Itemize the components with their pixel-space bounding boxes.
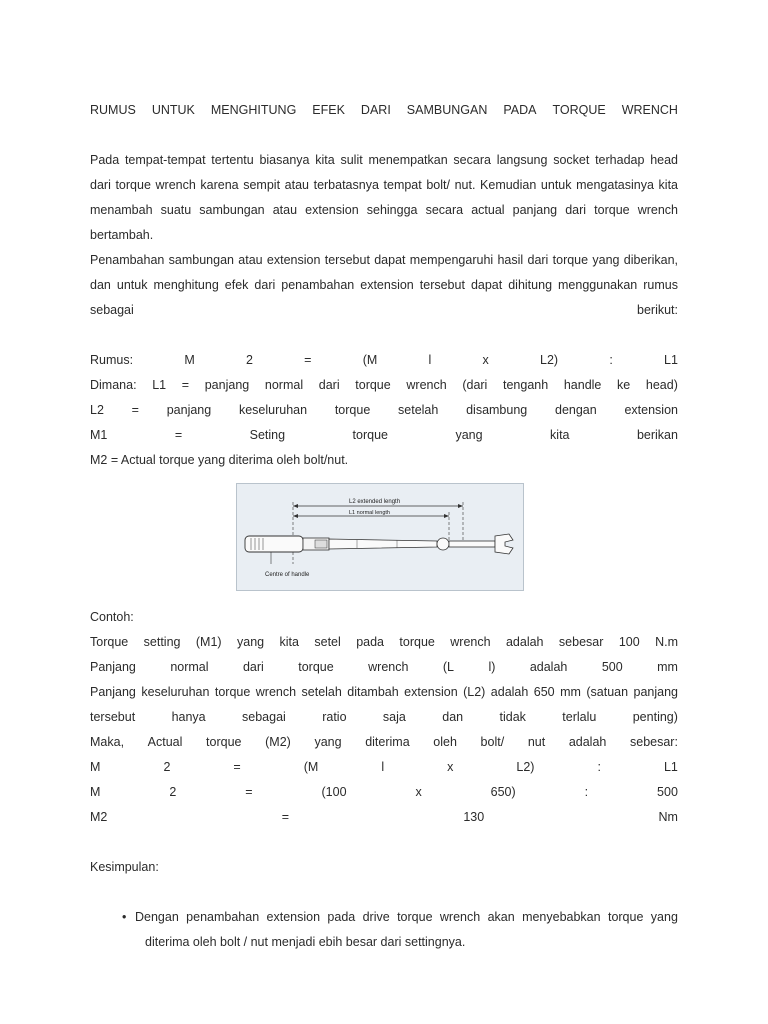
word: M xyxy=(90,760,101,774)
example-line xyxy=(90,730,678,755)
word: nut xyxy=(527,735,546,749)
word: 130 xyxy=(463,810,485,824)
word: setting xyxy=(143,635,181,649)
formula-l2 xyxy=(90,398,678,423)
word: L2) xyxy=(540,353,559,367)
intro-paragraph-1 xyxy=(90,148,678,248)
wrench-shaft xyxy=(329,539,437,549)
example-line xyxy=(90,655,678,680)
formula-block xyxy=(90,348,678,473)
word: = xyxy=(174,428,183,442)
wrench-handle xyxy=(245,536,303,552)
word: ratio xyxy=(322,710,347,724)
word: head) xyxy=(645,378,678,392)
word: = xyxy=(131,403,139,417)
document-title xyxy=(90,98,678,123)
word: sebesar xyxy=(558,635,604,649)
word: yang xyxy=(237,635,265,649)
word: hanya xyxy=(171,710,206,724)
word: disambung xyxy=(466,403,528,417)
text-line: dan untuk menghitung efek dari penambahan extension tersebut dapat dihitung menggunakan rumus xyxy=(90,278,678,292)
word: setelah xyxy=(398,403,439,417)
word: yang xyxy=(455,428,483,442)
label-extended: L2 extended length xyxy=(349,499,401,505)
word: dan xyxy=(442,710,464,724)
text-line: bertambah. xyxy=(90,228,154,242)
word: 2 xyxy=(169,785,177,799)
word: (M2) xyxy=(265,735,291,749)
word: dari xyxy=(318,378,340,392)
word: extension xyxy=(266,910,321,924)
word: dengan xyxy=(555,403,597,417)
word: wrench xyxy=(406,378,447,392)
word: x xyxy=(447,760,454,774)
formula-dimana xyxy=(90,373,678,398)
word: diterima xyxy=(365,735,410,749)
word: normal xyxy=(264,378,304,392)
word: torque xyxy=(206,735,242,749)
word: setel xyxy=(314,635,341,649)
word: M1 xyxy=(90,428,108,442)
word: DARI xyxy=(360,103,391,117)
word: N.m xyxy=(655,635,678,649)
bullet-continuation: diterima oleh bolt / nut menjadi ebih besar dari settingnya. xyxy=(145,935,466,949)
word: penambahan xyxy=(186,910,260,924)
example-line xyxy=(90,705,678,730)
word: (M1) xyxy=(195,635,222,649)
word: kita xyxy=(279,635,299,649)
word: adalah xyxy=(568,735,607,749)
word: tersebut xyxy=(90,710,136,724)
word: L1 xyxy=(152,378,167,392)
word: x xyxy=(415,785,422,799)
word: wrench xyxy=(439,910,481,924)
word: Actual xyxy=(147,735,183,749)
intro-paragraph-2 xyxy=(90,248,678,323)
word: Seting xyxy=(249,428,286,442)
text-line: Pada tempat-tempat tertentu biasanya kita sulit menempatkan secara langsung socket terhadap head xyxy=(90,153,678,167)
word: panjang xyxy=(204,378,250,392)
word: drive xyxy=(362,910,390,924)
bullet-icon: • xyxy=(122,910,127,924)
word: tenganh xyxy=(503,378,549,392)
formula-m1 xyxy=(90,423,678,448)
example-block xyxy=(90,605,678,830)
word: torque xyxy=(334,403,371,417)
example-line xyxy=(90,630,678,655)
example-line xyxy=(90,780,678,805)
word: berikan xyxy=(636,428,678,442)
word: mm xyxy=(657,660,678,674)
word: terlalu xyxy=(562,710,597,724)
word: sebesar: xyxy=(630,735,678,749)
text-line: Penambahan sambungan atau extension tersebut dapat mempengaruhi hasil dari torque yang diberikan, xyxy=(90,253,678,267)
word: 500 xyxy=(601,660,623,674)
word: M xyxy=(184,353,195,367)
word: ke xyxy=(617,378,631,392)
torque-wrench-diagram xyxy=(237,484,523,590)
word: dari xyxy=(242,660,264,674)
word: = xyxy=(233,760,241,774)
formula-m2: M2 = Actual torque yang diterima oleh bolt/nut. xyxy=(90,453,349,467)
word: 650) xyxy=(490,785,516,799)
label-centre: Centre of handle xyxy=(265,572,310,578)
word: SAMBUNGAN xyxy=(406,103,488,117)
word: L1 xyxy=(663,760,678,774)
word: l xyxy=(381,760,385,774)
word: Maka, xyxy=(90,735,125,749)
word: yang xyxy=(314,735,342,749)
word: Rumus: xyxy=(90,353,134,367)
word: torque xyxy=(399,635,435,649)
word: = xyxy=(304,353,312,367)
word: MENGHITUNG xyxy=(210,103,297,117)
word: (M xyxy=(303,760,319,774)
word: torque xyxy=(355,378,391,392)
word: torque xyxy=(298,660,334,674)
word: UNTUK xyxy=(151,103,195,117)
word: 100 xyxy=(618,635,640,649)
word: PADA xyxy=(503,103,537,117)
conclusion-heading: Kesimpulan: xyxy=(90,860,159,874)
example-line: Panjang keseluruhan torque wrench setelah ditambah extension (L2) adalah 650 mm (satuan panjang xyxy=(90,685,678,699)
bullet-line-words xyxy=(135,905,678,930)
wrench-head xyxy=(437,538,449,550)
word: pada xyxy=(356,635,384,649)
word: TORQUE xyxy=(552,103,606,117)
word: = xyxy=(245,785,253,799)
word: keseluruhan xyxy=(238,403,308,417)
word: 2 xyxy=(245,353,253,367)
word: L2 xyxy=(90,403,104,417)
word: menyebabkan xyxy=(522,910,601,924)
formula-rumus xyxy=(90,348,678,373)
word: bolt/ xyxy=(480,735,505,749)
word: adalah xyxy=(505,635,544,649)
word: normal xyxy=(170,660,209,674)
word: : xyxy=(584,785,589,799)
word: M xyxy=(90,785,101,799)
word: akan xyxy=(487,910,515,924)
word: wrench xyxy=(450,635,491,649)
example-line xyxy=(90,755,678,780)
word: torque xyxy=(607,910,644,924)
word: yang xyxy=(650,910,678,924)
word: L1 xyxy=(664,353,678,367)
bullet-item xyxy=(90,905,678,930)
text-line xyxy=(90,298,678,323)
word: RUMUS xyxy=(90,103,136,117)
word: x xyxy=(482,353,489,367)
word: 2 xyxy=(163,760,171,774)
word: Nm xyxy=(658,810,678,824)
word: = xyxy=(181,378,190,392)
word: Panjang xyxy=(90,660,136,674)
label-normal: L1 normal length xyxy=(349,510,390,516)
word: adalah xyxy=(529,660,568,674)
word: M2 xyxy=(90,810,108,824)
word: : xyxy=(609,353,613,367)
word: (L xyxy=(442,660,454,674)
word: tidak xyxy=(499,710,526,724)
word: EFEK xyxy=(312,103,345,117)
word: pada xyxy=(327,910,356,924)
word: (dari xyxy=(462,378,488,392)
torque-wrench-figure xyxy=(236,483,524,591)
word: saja xyxy=(382,710,406,724)
example-line xyxy=(90,805,678,830)
word: oleh xyxy=(433,735,457,749)
word: L2) xyxy=(516,760,535,774)
word: Dengan xyxy=(135,910,179,924)
word: = xyxy=(281,810,290,824)
word: torque xyxy=(352,428,388,442)
word: (100 xyxy=(321,785,347,799)
word: berikut: xyxy=(637,303,678,317)
example-heading: Contoh: xyxy=(90,610,134,624)
text-line: dari torque wrench karena sempit atau terbatasnya tempat bolt/ nut. Kemudian untuk mengatasinya kita xyxy=(90,178,678,192)
word: extension xyxy=(624,403,678,417)
word: sebagai xyxy=(90,303,134,317)
wrench-extension xyxy=(449,541,495,547)
document-page xyxy=(90,96,678,955)
word: 500 xyxy=(657,785,678,799)
word: handle xyxy=(563,378,602,392)
word: : xyxy=(597,760,601,774)
word: sebagai xyxy=(242,710,286,724)
text-line: menambah suatu sambungan atau extension sehingga secara actual panjang dari torque wrench xyxy=(90,203,678,217)
word: panjang xyxy=(166,403,212,417)
word: torque xyxy=(397,910,433,924)
conclusion-block xyxy=(90,855,678,955)
word: Dimana: xyxy=(90,378,137,392)
word: Torque xyxy=(90,635,129,649)
word: penting) xyxy=(632,710,678,724)
word: l) xyxy=(488,660,496,674)
word: kita xyxy=(550,428,570,442)
word: wrench xyxy=(368,660,409,674)
word: WRENCH xyxy=(621,103,678,117)
open-end-spanner xyxy=(495,534,513,554)
word: (M xyxy=(362,353,378,367)
word: l xyxy=(428,353,432,367)
